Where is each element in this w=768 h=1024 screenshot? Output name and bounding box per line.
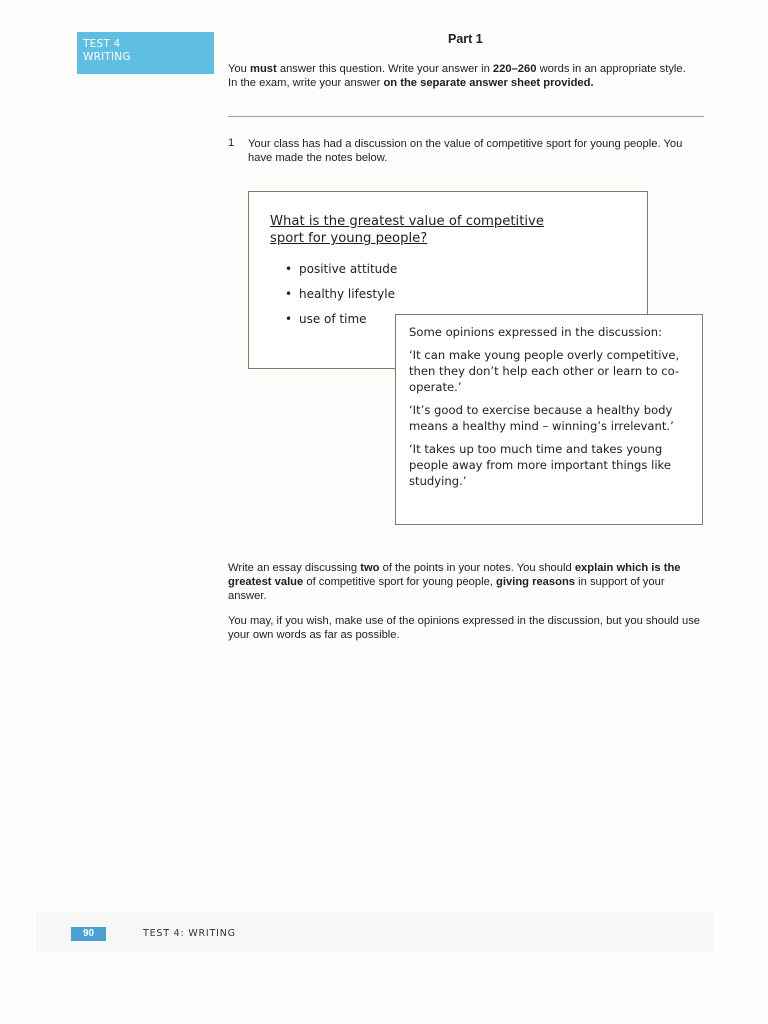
essay-bold-two: two xyxy=(360,562,380,574)
essay-text-1: Write an essay discussing xyxy=(228,562,361,574)
question-number: 1 xyxy=(228,137,235,149)
page-number-badge: 90 xyxy=(71,927,106,941)
opinion-quote: ‘It’s good to exercise because a healthy body means a healthy mind – winning’s irrelevant.’ xyxy=(409,403,674,433)
essay-task-paragraph xyxy=(228,561,706,603)
essay-note-paragraph: You may, if you wish, make use of the opinions expressed in the discussion, but you should use your own words as far as possible. xyxy=(228,615,701,641)
opinion-quote: ‘It can make young people overly competitive, then they don’t help each other or learn to co-operate.’ xyxy=(409,348,680,394)
intro-text-2: answer this question. Write your answer in xyxy=(276,63,493,75)
opinions-box xyxy=(395,314,703,525)
essay-instructions xyxy=(228,561,706,653)
section-name-label: WRITING xyxy=(83,51,131,63)
notes-list-item: • positive attitude xyxy=(285,261,397,286)
intro-bold-word-count: 220–260 xyxy=(492,63,537,75)
intro-bold-answer-sheet: on the separate answer sheet provided. xyxy=(383,77,594,89)
opinions-heading: Some opinions expressed in the discussion: xyxy=(409,325,662,339)
notes-list xyxy=(285,261,397,336)
page-footer xyxy=(36,912,714,952)
intro-text-1: You xyxy=(228,63,250,75)
opinion-quote: ‘It takes up too much time and takes young people away from more important things like studying.’ xyxy=(409,442,671,488)
question-text: Your class has had a discussion on the value of competitive sport for young people. You have made the notes below. xyxy=(248,138,683,164)
essay-bold-reasons: giving reasons xyxy=(496,576,576,588)
essay-text-3: of competitive sport for young people, xyxy=(303,576,497,588)
test-number-label: TEST 4 xyxy=(83,38,121,50)
footer-section-label: TEST 4: WRITING xyxy=(143,928,236,939)
notes-list-item: • use of time xyxy=(285,311,397,336)
intro-text-3: words in an appropriate style. In the exam, write your answer xyxy=(228,63,686,89)
essay-text-4: in support of your answer. xyxy=(228,576,665,602)
notes-title: What is the greatest value of competitive sport for young people? xyxy=(270,214,544,246)
intro-instructions xyxy=(228,62,698,90)
section-divider xyxy=(228,116,704,117)
notes-list-item: • healthy lifestyle xyxy=(285,286,397,311)
essay-text-2: of the points in your notes. You should xyxy=(379,562,575,574)
test-section-tab xyxy=(77,32,214,74)
intro-bold-must: must xyxy=(250,63,277,75)
part-title: Part 1 xyxy=(448,32,483,46)
essay-bold-explain: explain which is the greatest value xyxy=(228,562,681,588)
